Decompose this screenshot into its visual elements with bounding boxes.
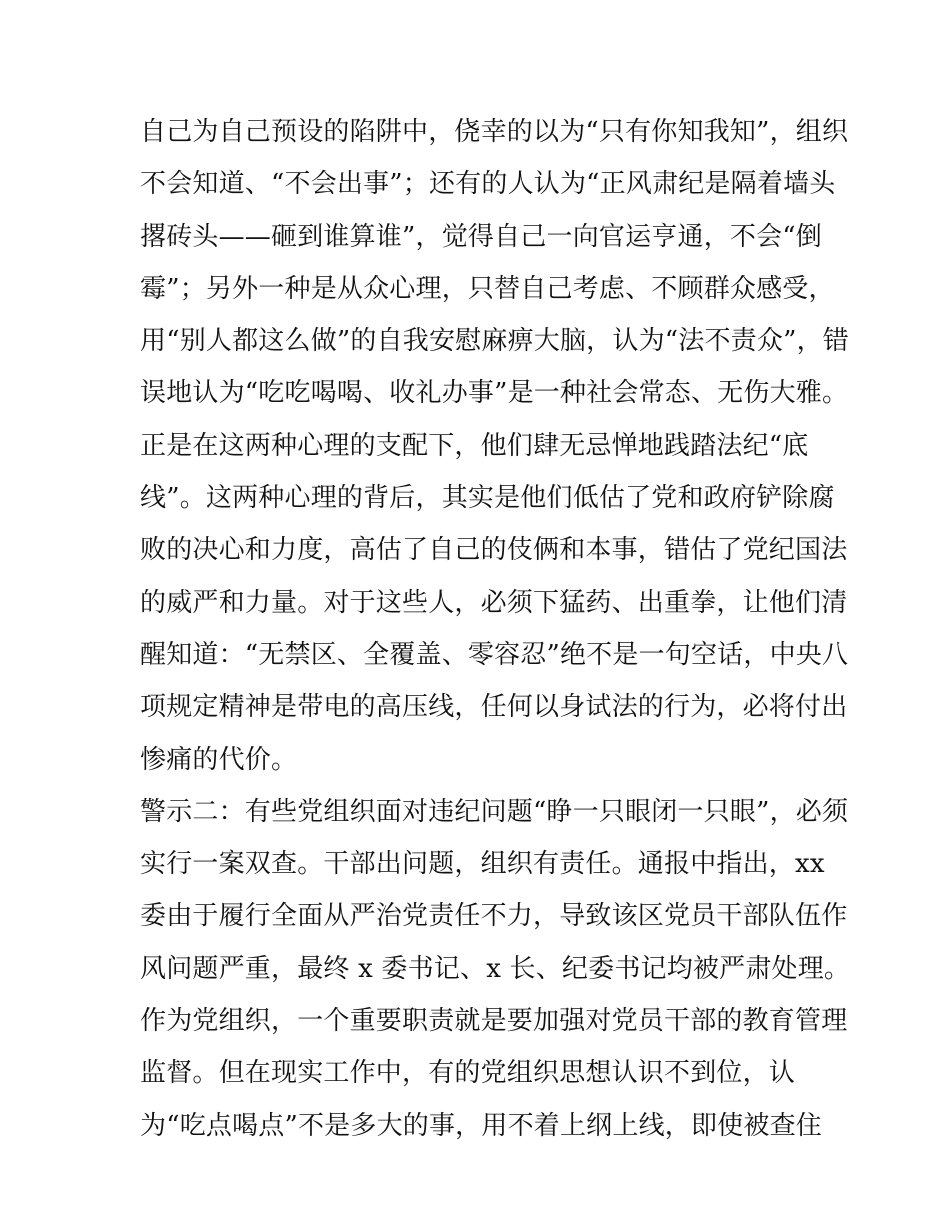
text-line: 风问题严重，最终 x 委书记、x 长、纪委书记均被严肃处理。 bbox=[140, 953, 851, 984]
text-line: 线”。这两种心理的背后，其实是他们低估了党和政府铲除腐 bbox=[140, 483, 835, 514]
text-line: 霉”；另外一种是从众心理，只替自己考虑、不顾群众感受， bbox=[140, 273, 835, 304]
text-line: 警示二：有些党组织面对违纪问题“睁一只眼闭一只眼”，必须 bbox=[140, 796, 849, 827]
text-line: 误地认为“吃吃喝喝、收礼办事”是一种社会常态、无伤大雅。 bbox=[140, 378, 849, 409]
body-text bbox=[140, 106, 851, 1152]
text-line: 败的决心和力度，高估了自己的伎俩和本事，错估了党纪国法 bbox=[140, 535, 848, 566]
text-line: 不会知道、“不会出事”；还有的人认为“正风肃纪是隔着墙头 bbox=[140, 169, 836, 200]
text-line: 项规定精神是带电的高压线，任何以身试法的行为，必将付出 bbox=[140, 692, 848, 723]
text-line: 惨痛的代价。 bbox=[140, 744, 298, 775]
text-line: 实行一案双查。干部出问题，组织有责任。通报中指出，xx bbox=[140, 849, 825, 880]
text-line: 监督。但在现实工作中，有的党组织思想认识不到位，认 bbox=[140, 1058, 796, 1089]
text-line: 的威严和力量。对于这些人，必须下猛药、出重拳，让他们清 bbox=[140, 587, 848, 618]
text-line: 醒知道：“无禁区、全覆盖、零容忍”绝不是一句空话，中央八 bbox=[140, 639, 849, 670]
text-line: 自己为自己预设的陷阱中，侥幸的以为“只有你知我知”，组织 bbox=[140, 117, 849, 147]
text-line: 为“吃点喝点”不是多大的事，用不着上纲上线，即使被查住 bbox=[140, 1110, 822, 1141]
text-line: 委由于履行全面从严治党责任不力，导致该区党员干部队伍作 bbox=[140, 901, 848, 932]
text-line: 用“别人都这么做”的自我安慰麻痹大脑，认为“法不责众”，错 bbox=[140, 326, 849, 357]
text-line: 正是在这两种心理的支配下，他们肆无忌惮地践踏法纪“底 bbox=[140, 430, 809, 461]
text-line: 作为党组织，一个重要职责就是要加强对党员干部的教育管理 bbox=[140, 1006, 848, 1037]
text-line: 撂砖头——砸到谁算谁”，觉得自己一向官运亨通，不会“倒 bbox=[140, 221, 822, 252]
